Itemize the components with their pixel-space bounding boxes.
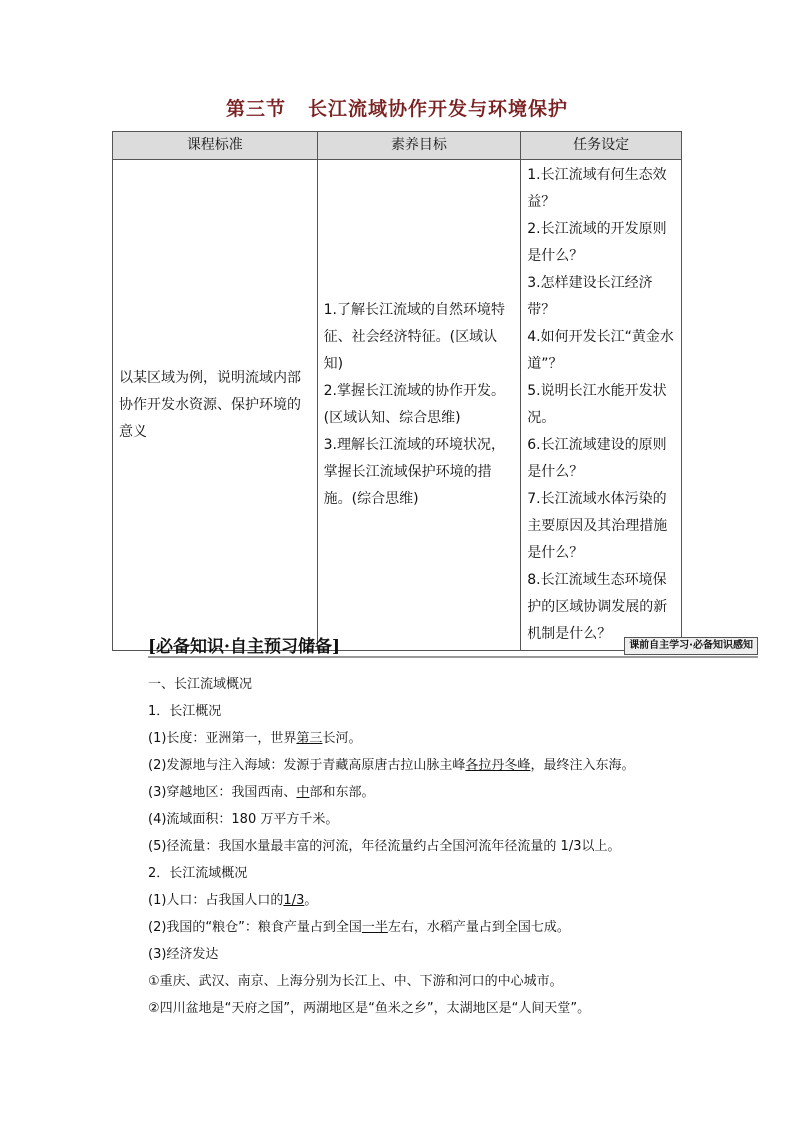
goal-item: 3.理解长江流域的环境状况，掌握长江流域保护环境的措施。(综合思维) [323,437,505,507]
header-tasks: 任务设定 [521,132,682,160]
task-item: 7.长江流域水体污染的主要原因及其治理措施是什么？ [527,491,668,561]
section-banner [148,632,758,658]
text: 左右，水稻产量占到全国七成。 [387,920,570,935]
text: 部和东部。 [309,785,375,800]
text: ，最终注入东海。 [530,758,635,773]
tasks-cell [521,160,682,651]
banner-title: [必备知识·自主预习储备] [148,637,341,657]
line-source [148,752,758,779]
line-economy: (3)经济发达 [148,947,219,962]
subheading-yangtze: 1．长江概况 [148,704,222,719]
knowledge-content [148,671,758,1022]
underlined-answer: 中 [296,785,310,800]
table-header-row [113,132,682,160]
section-number: 第三节 [225,98,286,120]
curriculum-table [112,131,682,651]
line-population [148,887,758,914]
task-item: 2.长江流域的开发原则是什么？ [527,221,667,264]
header-goals: 素养目标 [317,132,521,160]
text: (1)长度：亚洲第一，世界 [148,731,297,746]
goal-item: 2.掌握长江流域的协作开发。(区域认知、综合思维) [323,383,505,426]
text: 长河。 [322,731,362,746]
line-granary [148,914,758,941]
task-item: 3.怎样建设长江经济带？ [527,275,653,318]
task-item: 8.长江流域生态环境保护的区域协调发展的新机制是什么？ [527,572,668,642]
standard-cell [113,160,318,651]
text: (1)人口：占我国人口的 [148,893,284,908]
underlined-answer: 1/3 [283,893,305,908]
text: 。 [304,893,318,908]
goals-cell [317,160,521,651]
task-item: 4.如何开发长江“黄金水道”？ [527,329,674,372]
task-item: 6.长江流域建设的原则是什么？ [527,437,667,480]
subheading-basin: 2．长江流域概况 [148,866,248,881]
line-regions-nicknames: ②四川盆地是“天府之国”，两湖地区是“鱼米之乡”，太湖地区是“人间天堂”。 [148,1001,591,1016]
banner-tag: 课前自主学习·必备知识感知 [624,637,758,655]
underlined-answer: 第三 [296,731,323,746]
page-title [0,94,794,121]
line-regions [148,779,758,806]
section-name: 长江流域协作开发与环境保护 [308,98,569,120]
text: (2)发源地与注入海域：发源于青藏高原唐古拉山脉主峰 [148,758,466,773]
underlined-answer: 一半 [361,920,388,935]
text: (2)我国的“粮仓”：粮食产量占到全国 [148,920,362,935]
line-cities: ①重庆、武汉、南京、上海分别为长江上、中、下游和河口的中心城市。 [148,974,563,989]
heading-overview: 一、长江流域概况 [148,677,253,692]
line-length [148,725,758,752]
header-standard: 课程标准 [113,132,318,160]
text: (3)穿越地区：我国西南、 [148,785,297,800]
line-runoff: (5)径流量：我国水量最丰富的河流，年径流量约占全国河流年径流量的 1/3以上。 [148,839,621,854]
task-item: 1.长江流域有何生态效益？ [527,167,667,210]
task-item: 5.说明长江水能开发状况。 [527,383,667,426]
underlined-answer: 各拉丹冬峰 [465,758,531,773]
line-area: (4)流域面积：180 万平方千米。 [148,812,339,827]
goal-item: 1.了解长江流域的自然环境特征、社会经济特征。(区域认知) [323,302,505,372]
table-row [113,160,682,651]
standard-text: 以某区域为例，说明流域内部协作开发水资源、保护环境的意义 [119,369,301,440]
